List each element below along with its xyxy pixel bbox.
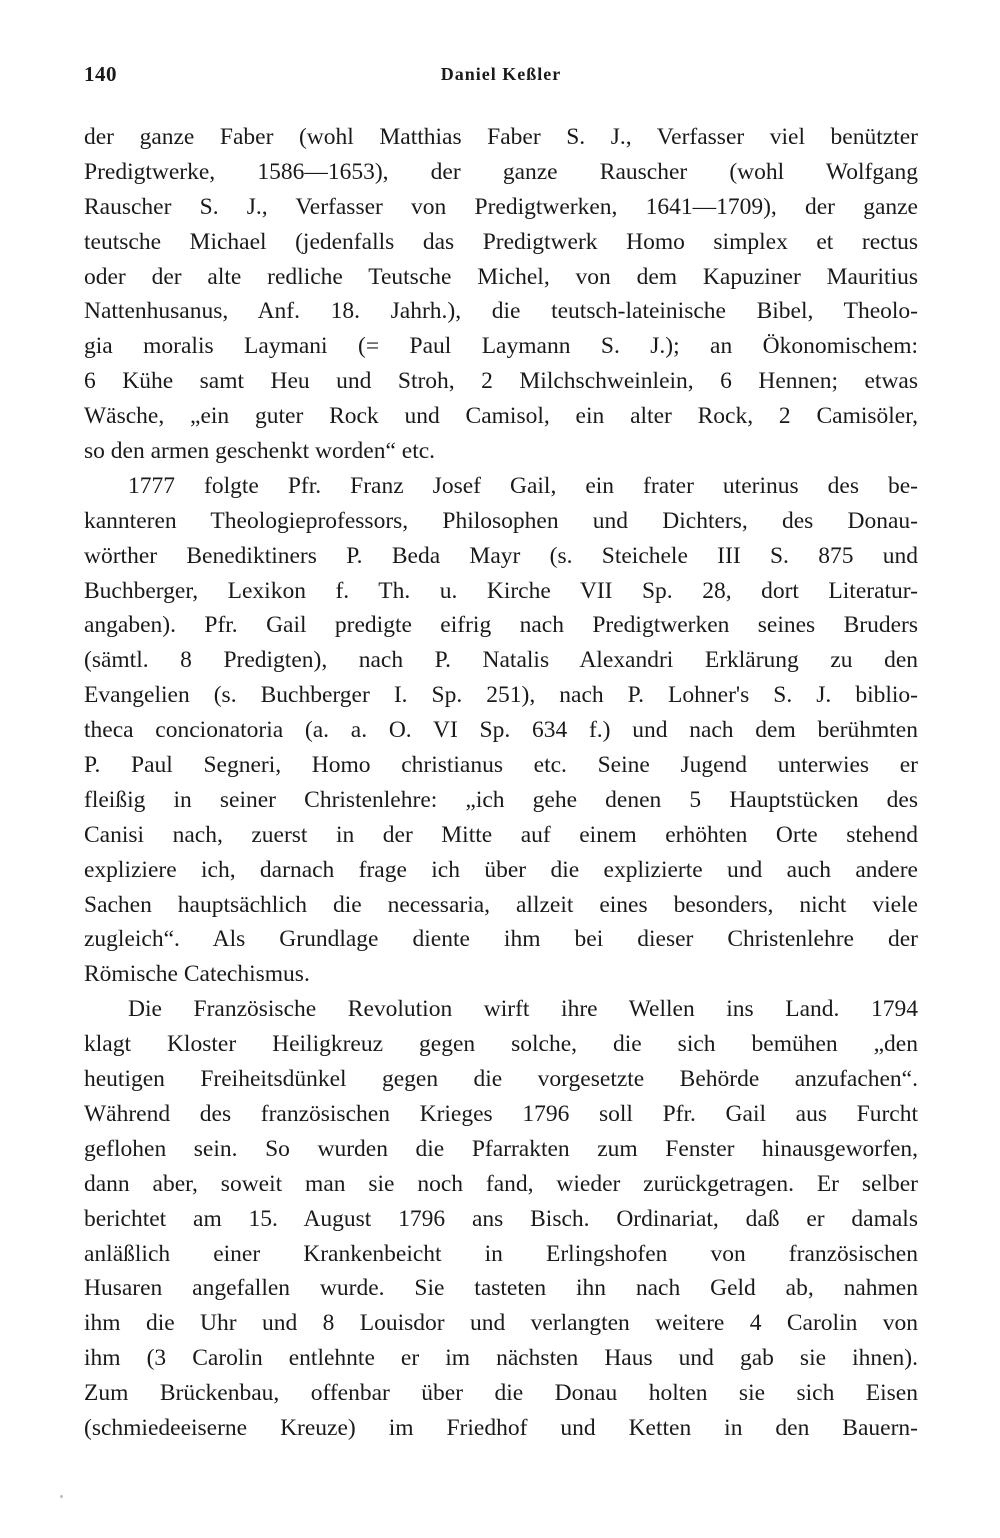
text-line: anläßlich einer Krankenbeicht in Erlingshofen von französischen bbox=[84, 1240, 918, 1267]
text-line: Wäsche, „ein guter Rock und Camisol, ein alter Rock, 2 Camisöler, bbox=[84, 403, 918, 430]
text-line: (sämtl. 8 Predigten), nach P. Natalis Alexandri Erklärung zu den bbox=[84, 647, 918, 674]
text-line: Evangelien (s. Buchberger I. Sp. 251), nach P. Lohner's S. J. biblio- bbox=[84, 682, 918, 709]
text-line: wörther Benediktiners P. Beda Mayr (s. Steichele III S. 875 und bbox=[84, 542, 918, 569]
text-line: Husaren angefallen wurde. Sie tasteten ihn nach Geld ab, nahmen bbox=[84, 1275, 918, 1302]
text-line: der ganze Faber (wohl Matthias Faber S. J., Verfasser viel benützter bbox=[84, 124, 918, 150]
text-line: berichtet am 15. August 1796 ans Bisch. Ordinariat, daß er damals bbox=[84, 1205, 918, 1232]
text-line: oder der alte redliche Teutsche Michel, von dem Kapuziner Mauritius bbox=[84, 263, 918, 290]
text-line: teutsche Michael (jedenfalls das Predigtwerk Homo simplex et rectus bbox=[84, 228, 918, 255]
text-line: gia moralis Laymani (= Paul Laymann S. J.); an Ökonomischem: bbox=[84, 333, 918, 360]
text-line: P. Paul Segneri, Homo christianus etc. Seine Jugend unterwies er bbox=[84, 752, 918, 779]
text-line: Predigtwerke, 1586—1653), der ganze Rauscher (wohl Wolfgang bbox=[84, 158, 918, 185]
text-line: Rauscher S. J., Verfasser von Predigtwerken, 1641—1709), der ganze bbox=[84, 193, 918, 220]
text-line: klagt Kloster Heiligkreuz gegen solche, die sich bemühen „den bbox=[84, 1031, 918, 1058]
page-header bbox=[84, 62, 918, 92]
scan-speck bbox=[60, 1495, 63, 1498]
text-line: so den armen geschenkt worden“ etc. bbox=[84, 438, 436, 465]
text-line: kannteren Theologieprofessors, Philosophen und Dichters, des Donau- bbox=[84, 507, 918, 534]
text-line: Sachen hauptsächlich die necessaria, allzeit eines besonders, nicht viele bbox=[84, 891, 918, 918]
text-line: Die Französische Revolution wirft ihre Wellen ins Land. 1794 bbox=[128, 996, 918, 1023]
text-line: zugleich“. Als Grundlage diente ihm bei dieser Christenlehre der bbox=[84, 926, 918, 953]
text-line: Buchberger, Lexikon f. Th. u. Kirche VII Sp. 28, dort Literatur- bbox=[84, 577, 918, 604]
body-text bbox=[84, 120, 918, 1446]
text-line: theca concionatoria (a. a. O. VI Sp. 634 f.) und nach dem berühmten bbox=[84, 717, 918, 744]
text-line: Zum Brückenbau, offenbar über die Donau holten sie sich Eisen bbox=[84, 1380, 918, 1407]
text-line: dann aber, soweit man sie noch fand, wieder zurückgetragen. Er selber bbox=[84, 1170, 918, 1197]
paragraph-1 bbox=[84, 120, 918, 469]
text-line: ihm die Uhr und 8 Louisdor und verlangten weitere 4 Carolin von bbox=[84, 1310, 918, 1337]
text-line: geflohen sein. So wurden die Pfarrakten zum Fenster hinausgeworfen, bbox=[84, 1135, 918, 1162]
text-line: Nattenhusanus, Anf. 18. Jahrh.), die teutsch-lateinische Bibel, Theolo- bbox=[84, 298, 918, 325]
text-line: (schmiedeeiserne Kreuze) im Friedhof und Ketten in den Bauern- bbox=[84, 1414, 918, 1441]
text-line: ihm (3 Carolin entlehnte er im nächsten Haus und gab sie ihnen). bbox=[84, 1345, 918, 1372]
text-line: fleißig in seiner Christenlehre: „ich gehe denen 5 Hauptstücken des bbox=[84, 786, 918, 813]
text-line: 1777 folgte Pfr. Franz Josef Gail, ein frater uterinus des be- bbox=[128, 472, 918, 499]
paragraph-3 bbox=[84, 992, 918, 1446]
text-line: Römische Catechismus. bbox=[84, 961, 310, 988]
text-line: 6 Kühe samt Heu und Stroh, 2 Milchschweinlein, 6 Hennen; etwas bbox=[84, 368, 918, 395]
text-line: expliziere ich, darnach frage ich über die explizierte und auch andere bbox=[84, 856, 918, 883]
paragraph-2 bbox=[84, 469, 918, 992]
page-number: 140 bbox=[84, 62, 117, 86]
running-head: Daniel Keßler bbox=[440, 64, 562, 84]
text-line: Canisi nach, zuerst in der Mitte auf einem erhöhten Orte stehend bbox=[84, 821, 918, 848]
text-line: heutigen Freiheitsdünkel gegen die vorgesetzte Behörde anzufachen“. bbox=[84, 1066, 918, 1093]
text-line: angaben). Pfr. Gail predigte eifrig nach Predigtwerken seines Bruders bbox=[84, 612, 918, 639]
text-line: Während des französischen Krieges 1796 soll Pfr. Gail aus Furcht bbox=[84, 1100, 918, 1127]
